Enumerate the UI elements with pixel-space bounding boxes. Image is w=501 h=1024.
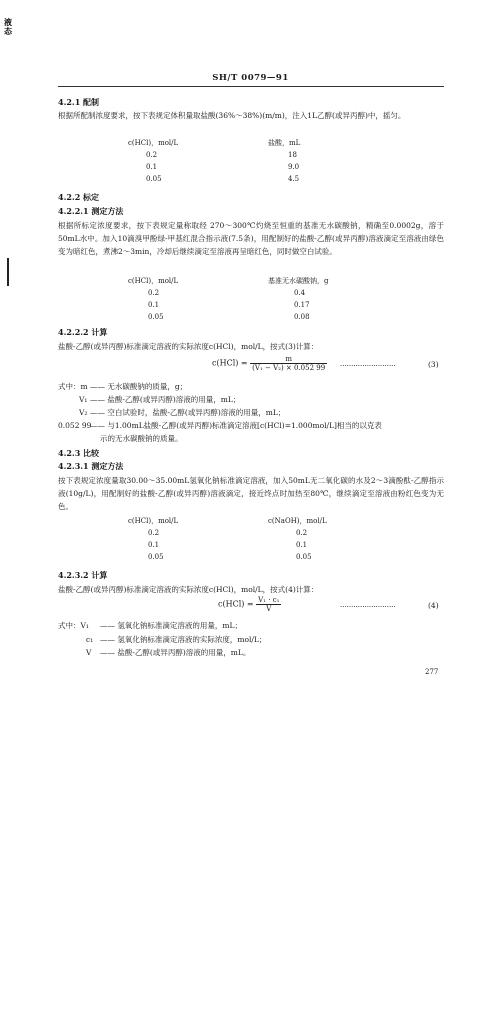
heading-4-2-2-2: 4.2.2.2 计算 (58, 327, 108, 337)
table-header-cell: c(HCl)，mol/L (128, 139, 179, 147)
formula-numerator: V₁ · c₁ (258, 596, 280, 604)
table-row (128, 311, 378, 323)
page-number: 277 (425, 668, 439, 676)
where-term: V₁ (79, 395, 88, 404)
table-cell: 0.05 (148, 553, 164, 561)
where-term: 式中：m (58, 382, 88, 391)
table-row (128, 527, 378, 539)
table-cell: 0.08 (294, 313, 310, 321)
where-desc: —— 盐酸-乙醇(或异丙醇)溶液的用量，mL； (90, 395, 241, 404)
table-cell: 18 (288, 151, 297, 159)
formula-leader-dots: ························· (340, 362, 396, 370)
table-cell: 4.5 (288, 175, 300, 183)
formula-leader-dots: ························· (340, 603, 396, 611)
margin-tick-mark (7, 258, 9, 286)
formula-numerator: m (250, 355, 327, 364)
table-cell: 0.1 (146, 163, 158, 171)
table-cell: 9.0 (288, 163, 300, 171)
heading-4-2-2: 4.2.2 标定 (58, 192, 100, 202)
where-term: c₁ (86, 635, 94, 644)
table-cell: 0.05 (146, 175, 162, 183)
table-header-row (128, 515, 378, 527)
table-row (128, 287, 378, 299)
table-4-2-2 (128, 275, 378, 323)
table-cell: 0.05 (148, 313, 164, 321)
table-header-row (128, 137, 358, 149)
table-header-row (128, 275, 378, 287)
table-cell: 0.2 (148, 289, 160, 297)
table-row (128, 539, 378, 551)
table-row (128, 551, 378, 563)
table-4-2-1 (128, 137, 358, 185)
where-desc: —— 空白试验时，盐酸-乙醇(或异丙醇)溶液的用量，mL； (90, 408, 286, 417)
table-header-cell: c(NaOH)，mol/L (268, 517, 327, 525)
table-header-cell: c(HCl)，mol/L (128, 517, 179, 525)
para-4-2-2-1: 根据所标定浓度要求，按下表规定量称取经 270～300℃灼烧至恒重的基准无水碳酸钠，精确至0.0002g，溶于50mL水中。加入10滴溴甲酚绿-甲基红混合指示液(7.5条)，用配制好的盐酸-乙醇(或异丙醇)溶液滴定至溶液由绿色变为暗红色，煮沸2～3min，冷却后继续滴定至溶液再呈暗红色，同时做空白试验。 (58, 221, 444, 256)
table-row (128, 299, 378, 311)
table-row (128, 173, 358, 185)
para-4-2-1: 根据所配制浓度要求，按下表规定体积量取盐酸(36%～38%)(m/m)，注入1L乙醇(或异丙醇)中，摇匀。 (58, 111, 406, 120)
table-header-cell: 基准无水碳酸钠，g (268, 277, 329, 285)
formula-denominator: V (266, 605, 272, 613)
table-cell: 0.1 (148, 541, 160, 549)
where-desc: —— 氢氧化钠标准滴定溶液的实际浓度，mol/L； (100, 635, 267, 644)
where-term: 0.052 99 (58, 421, 92, 430)
formula-fraction (250, 355, 327, 372)
table-4-2-3 (128, 515, 378, 563)
table-cell: 0.2 (148, 529, 160, 537)
table-cell: 0.2 (296, 529, 308, 537)
heading-4-2-3-1: 4.2.3.1 测定方法 (58, 461, 124, 471)
formula-denominator: (V₁ − V₂) × 0.052 99 (252, 364, 326, 372)
table-cell: 0.17 (294, 301, 310, 309)
formula-lhs: c(HCl) = (212, 358, 248, 368)
formula-4 (218, 596, 281, 613)
where-desc: —— 无水碳酸钠的质量，g； (90, 382, 188, 391)
heading-4-2-3-2: 4.2.3.2 计算 (58, 570, 108, 580)
table-header-cell: 盐酸，mL (268, 139, 301, 147)
para-4-2-3-1: 按下表规定浓度量取30.00～35.00mL氢氧化钠标准滴定溶液，加入50mL无二氧化碳的水及2～3滴酚酞-乙醇指示液(10g/L)，用配制好的盐酸-乙醇(或异丙醇)溶液滴定，接近终点时加热至80℃，继续滴定至溶液由粉红色变为无色。 (58, 476, 444, 511)
table-row (128, 149, 358, 161)
table-header-cell: c(HCl)，mol/L (128, 277, 179, 285)
where-desc: —— 与1.00mL盐酸-乙醇(或异丙醇)标准滴定溶液[c(HCl)=1.000mol/L]相当的以克表 (90, 421, 382, 430)
page-header: SH/T 0079—91 (212, 73, 289, 83)
para-4-2-2-2: 盐酸-乙醇(或异丙醇)标准滴定溶液的实际浓度c(HCl)，mol/L，按式(3)计算： (58, 342, 319, 351)
where-term: V₂ (79, 408, 88, 417)
where-desc: —— 氢氧化钠标准滴定溶液的用量，mL； (100, 621, 242, 630)
margin-note: 液态 (4, 17, 12, 36)
where-term: 式中：V₁ (58, 621, 89, 630)
formula-number: (4) (428, 601, 439, 610)
formula-number: (3) (428, 360, 439, 369)
table-cell: 0.2 (146, 151, 158, 159)
where-term: V (86, 648, 92, 657)
formula-fraction (256, 596, 281, 613)
para-4-2-3-2: 盐酸-乙醇(或异丙醇)标准滴定溶液的实际浓度c(HCl)，mol/L，按式(4)计算： (58, 585, 319, 594)
formula-3 (212, 355, 327, 372)
where-desc: 示的无水碳酸钠的质量。 (100, 434, 183, 443)
header-rule (58, 86, 444, 87)
heading-4-2-3: 4.2.3 比较 (58, 448, 100, 458)
table-cell: 0.1 (148, 301, 160, 309)
heading-4-2-2-1: 4.2.2.1 测定方法 (58, 206, 124, 216)
formula-lhs: c(HCl) = (218, 599, 254, 609)
where-desc: —— 盐酸-乙醇(或异丙醇)溶液的用量，mL。 (100, 648, 251, 657)
heading-4-2-1: 4.2.1 配制 (58, 97, 100, 107)
table-cell: 0.4 (294, 289, 306, 297)
table-cell: 0.1 (296, 541, 308, 549)
table-cell: 0.05 (296, 553, 312, 561)
table-row (128, 161, 358, 173)
